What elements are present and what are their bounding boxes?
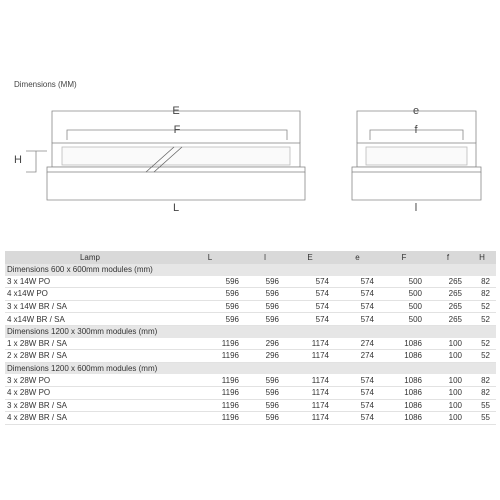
table-row (5, 276, 496, 288)
value-cell: 55 (468, 412, 496, 425)
table-row (5, 313, 496, 326)
value-cell: 265 (428, 288, 468, 301)
table-row (5, 412, 496, 425)
value-cell: 100 (428, 412, 468, 425)
front-panel-inner (62, 147, 290, 165)
value-cell: 1196 (175, 399, 245, 412)
value-cell: 574 (285, 288, 335, 301)
value-cell: 574 (335, 412, 380, 425)
value-cell: 596 (245, 276, 285, 288)
section-title: Dimensions 600 x 600mm modules (mm) (5, 264, 496, 276)
table-row (5, 288, 496, 301)
lamp-cell: 3 x 14W PO (5, 276, 175, 288)
value-cell: 1196 (175, 338, 245, 350)
value-cell: 500 (380, 313, 428, 326)
col-header-lamp: Lamp (5, 251, 175, 264)
value-cell: 1174 (285, 350, 335, 363)
value-cell: 596 (245, 374, 285, 386)
label-f: f (414, 124, 418, 136)
value-cell: 296 (245, 338, 285, 350)
value-cell: 274 (335, 350, 380, 363)
value-cell: 596 (245, 386, 285, 399)
value-cell: 1086 (380, 386, 428, 399)
dimensions-title: Dimensions (MM) (14, 80, 77, 89)
value-cell: 100 (428, 350, 468, 363)
value-cell: 1086 (380, 374, 428, 386)
value-cell: 596 (175, 313, 245, 326)
lamp-cell: 3 x 28W BR / SA (5, 399, 175, 412)
lamp-cell: 2 x 28W BR / SA (5, 350, 175, 363)
value-cell: 1174 (285, 399, 335, 412)
value-cell: 55 (468, 399, 496, 412)
value-cell: 1196 (175, 386, 245, 399)
col-header-E: E (285, 251, 335, 264)
side-panel-inner (366, 147, 467, 165)
value-cell: 52 (468, 350, 496, 363)
value-cell: 596 (245, 288, 285, 301)
col-header-L: L (175, 251, 245, 264)
value-cell: 574 (285, 313, 335, 326)
lamp-cell: 3 x 28W PO (5, 374, 175, 386)
side-dim-l-bracket (352, 172, 481, 200)
value-cell: 1086 (380, 350, 428, 363)
value-cell: 52 (468, 313, 496, 326)
value-cell: 1196 (175, 374, 245, 386)
value-cell: 82 (468, 374, 496, 386)
value-cell: 574 (335, 288, 380, 301)
lamp-cell: 3 x 14W BR / SA (5, 300, 175, 313)
value-cell: 1174 (285, 412, 335, 425)
value-cell: 265 (428, 300, 468, 313)
table-row (5, 386, 496, 399)
col-header-f: f (428, 251, 468, 264)
value-cell: 52 (468, 338, 496, 350)
value-cell: 596 (175, 276, 245, 288)
section-row (5, 325, 496, 337)
section-row (5, 264, 496, 276)
value-cell: 274 (335, 338, 380, 350)
value-cell: 596 (175, 288, 245, 301)
value-cell: 100 (428, 399, 468, 412)
label-L: L (172, 202, 180, 214)
table-row (5, 338, 496, 350)
value-cell: 500 (380, 300, 428, 313)
value-cell: 1174 (285, 338, 335, 350)
value-cell: 1086 (380, 399, 428, 412)
value-cell: 574 (285, 300, 335, 313)
section-title: Dimensions 1200 x 600mm modules (mm) (5, 362, 496, 374)
value-cell: 574 (335, 276, 380, 288)
dimensions-table (5, 251, 496, 425)
dimension-diagram (0, 90, 500, 220)
value-cell: 596 (245, 399, 285, 412)
value-cell: 1174 (285, 374, 335, 386)
value-cell: 574 (335, 386, 380, 399)
value-cell: 1196 (175, 412, 245, 425)
label-E: E (172, 105, 180, 117)
value-cell: 265 (428, 313, 468, 326)
value-cell: 296 (245, 350, 285, 363)
value-cell: 82 (468, 386, 496, 399)
value-cell: 596 (245, 412, 285, 425)
lamp-cell: 4 x 28W BR / SA (5, 412, 175, 425)
value-cell: 574 (285, 276, 335, 288)
value-cell: 100 (428, 374, 468, 386)
table-row (5, 300, 496, 313)
label-F: F (173, 124, 181, 136)
value-cell: 82 (468, 288, 496, 301)
front-panel-flange (47, 167, 305, 172)
value-cell: 574 (335, 374, 380, 386)
value-cell: 574 (335, 300, 380, 313)
value-cell: 100 (428, 338, 468, 350)
col-header-e: e (335, 251, 380, 264)
col-header-F: F (380, 251, 428, 264)
section-title: Dimensions 1200 x 300mm modules (mm) (5, 325, 496, 337)
col-header-l: l (245, 251, 285, 264)
value-cell: 1086 (380, 338, 428, 350)
value-cell: 596 (245, 300, 285, 313)
lamp-cell: 4 x 28W PO (5, 386, 175, 399)
col-header-H: H (468, 251, 496, 264)
value-cell: 574 (335, 313, 380, 326)
value-cell: 100 (428, 386, 468, 399)
value-cell: 596 (175, 300, 245, 313)
value-cell: 500 (380, 288, 428, 301)
value-cell: 1174 (285, 386, 335, 399)
table-row (5, 350, 496, 363)
value-cell: 52 (468, 300, 496, 313)
lamp-cell: 4 x14W BR / SA (5, 313, 175, 326)
label-l: l (414, 202, 418, 214)
side-panel-flange (352, 167, 481, 172)
value-cell: 265 (428, 276, 468, 288)
value-cell: 1196 (175, 350, 245, 363)
value-cell: 500 (380, 276, 428, 288)
table-header-row (5, 251, 496, 264)
label-e: e (412, 105, 420, 117)
label-H: H (14, 154, 22, 166)
value-cell: 1086 (380, 412, 428, 425)
value-cell: 596 (245, 313, 285, 326)
table-row (5, 374, 496, 386)
value-cell: 82 (468, 276, 496, 288)
section-row (5, 362, 496, 374)
table-row (5, 399, 496, 412)
lamp-cell: 1 x 28W BR / SA (5, 338, 175, 350)
lamp-cell: 4 x14W PO (5, 288, 175, 301)
front-dim-l-bracket (47, 172, 305, 200)
value-cell: 574 (335, 399, 380, 412)
front-dim-h-line (26, 151, 47, 172)
